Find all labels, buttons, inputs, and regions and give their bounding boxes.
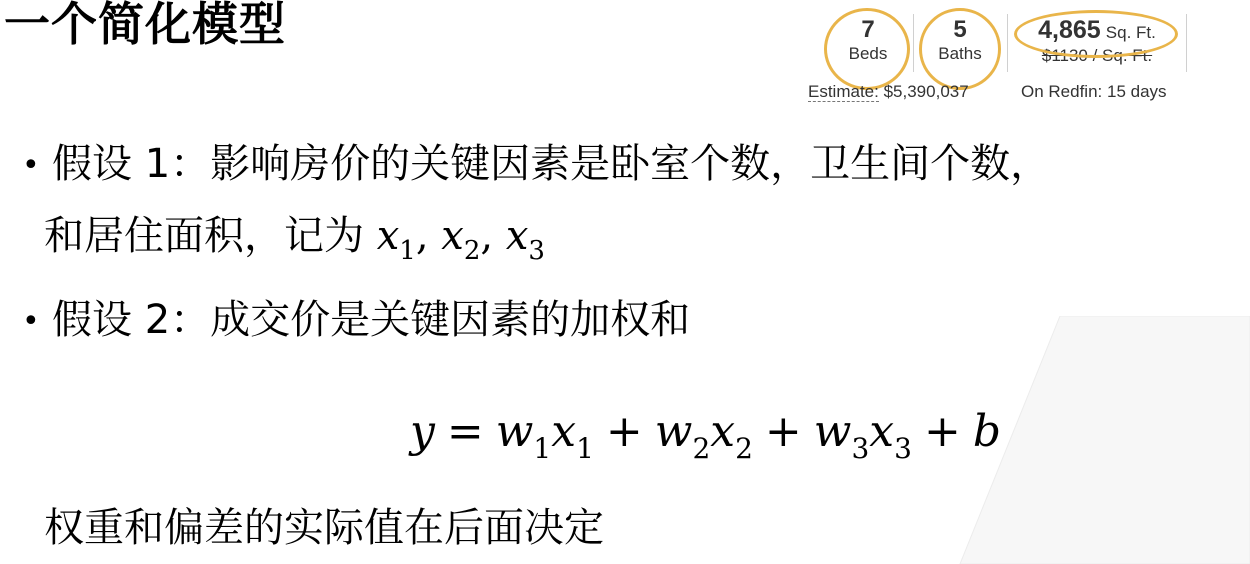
on-redfin: On Redfin: 15 days: [1021, 82, 1167, 101]
eq-x3-sub: 3: [894, 432, 912, 465]
baths-value: 5: [953, 16, 967, 43]
eq-x3: x: [869, 406, 895, 457]
estimate-value: $5,390,037: [883, 82, 969, 101]
eq-equals: =: [446, 406, 484, 457]
bullet-marker: •: [22, 304, 40, 339]
bullet-2-text: 假设 2：成交价是关键因素的加权和: [52, 297, 691, 343]
var-x3: x: [505, 213, 529, 259]
footer-text: 权重和偏差的实际值在后面决定: [44, 505, 604, 551]
eq-w1-sub: 1: [533, 432, 552, 465]
decorative-panel: [960, 316, 1250, 564]
listing-stats: [806, 12, 1196, 108]
bullet-1-continuation-text: 和居住面积，记为: [44, 213, 364, 259]
eq-w1: w: [495, 406, 534, 457]
bullet-marker: •: [22, 148, 40, 183]
eq-b: b: [972, 406, 1001, 457]
baths-label: Baths: [938, 44, 982, 63]
var-x1: x: [376, 213, 400, 259]
bullet-1-continuation: [44, 212, 545, 266]
linear-model-equation: [410, 405, 1001, 465]
beds-value: 7: [861, 16, 875, 43]
bullet-1-text: 假设 1：影响房价的关键因素是卧室个数，卫生间个数，: [52, 141, 1051, 187]
sqft-value: 4,865: [1038, 16, 1101, 44]
feature-variables: $x_1$, $x_2$, $x_3$: [376, 213, 545, 266]
bullet-1: [22, 140, 1050, 190]
bullet-2: [22, 296, 690, 346]
sqft-unit: Sq. Ft.: [1105, 23, 1156, 42]
baths-highlight-circle: [919, 8, 1001, 90]
eq-x1: x: [551, 406, 577, 457]
divider: [1186, 14, 1187, 72]
eq-w3: w: [813, 406, 852, 457]
eq-w2-sub: 2: [692, 432, 711, 465]
eq-w3-sub: 3: [851, 432, 870, 465]
beds-label: Beds: [848, 44, 888, 63]
divider: [1007, 14, 1008, 72]
slide-title: 一个简化模型: [4, 0, 286, 51]
var-x2: x: [441, 213, 464, 259]
var-x2-sub: 2: [463, 236, 481, 266]
eq-x1-sub: 1: [576, 432, 594, 465]
sqft-highlight-ellipse: [1014, 10, 1178, 58]
price-per-sqft: $1130 / Sq. Ft.: [1041, 46, 1153, 65]
eq-plus: +: [923, 406, 961, 457]
estimate-label[interactable]: Estimate:: [808, 82, 879, 101]
beds-highlight-circle: [824, 8, 910, 90]
var-x1-sub: 1: [399, 236, 416, 266]
estimate: [808, 82, 969, 102]
decorative-corner-shape: [940, 316, 1250, 564]
divider: [913, 14, 914, 72]
eq-y: y: [410, 406, 435, 457]
eq-x2-sub: 2: [735, 432, 753, 465]
eq-x2: x: [710, 406, 736, 457]
eq-plus: +: [605, 406, 643, 457]
eq-plus: +: [764, 406, 802, 457]
var-x3-sub: 3: [528, 236, 545, 266]
eq-w2: w: [654, 406, 693, 457]
